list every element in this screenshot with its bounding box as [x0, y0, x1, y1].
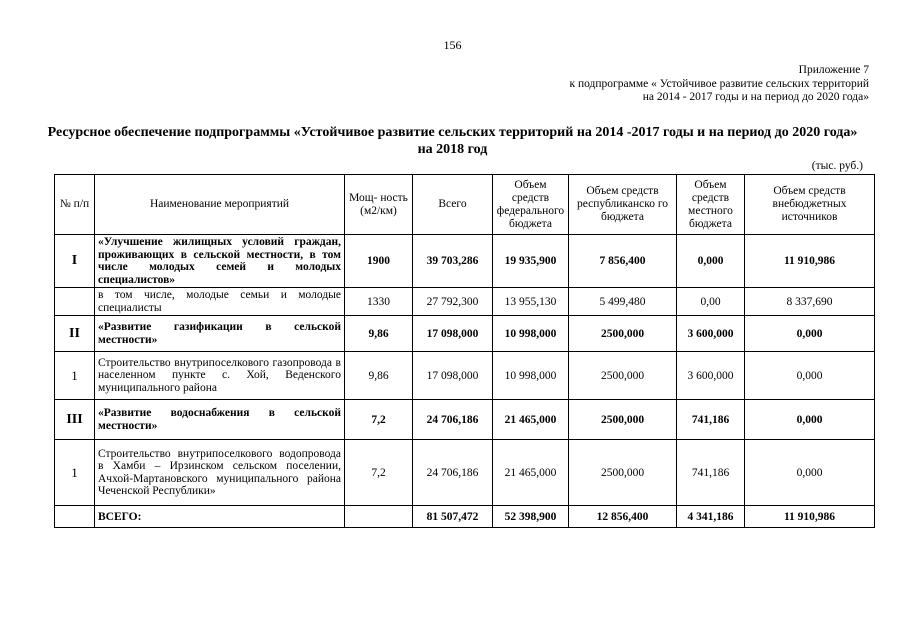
- cell-total: 17 098,000: [413, 352, 493, 400]
- cell-federal: 10 998,000: [493, 316, 569, 352]
- cell-power: 1330: [345, 288, 413, 316]
- cell-extra: 8 337,690: [745, 288, 875, 316]
- cell-num: 1: [55, 352, 95, 400]
- cell-local: 3 600,000: [677, 316, 745, 352]
- cell-republic: 2500,000: [569, 352, 677, 400]
- cell-local: 3 600,000: [677, 352, 745, 400]
- cell-num: [55, 288, 95, 316]
- cell-name: ВСЕГО:: [95, 506, 345, 528]
- cell-federal: 13 955,130: [493, 288, 569, 316]
- cell-num: [55, 506, 95, 528]
- table-row: [55, 316, 875, 352]
- cell-total: 17 098,000: [413, 316, 493, 352]
- cell-local: 741,186: [677, 400, 745, 440]
- cell-power: 9,86: [345, 316, 413, 352]
- header-num: № п/п: [55, 175, 95, 235]
- cell-name: Строительство внутрипоселкового газопровода в населенном пункте с. Хой, Веденского муниципального района: [95, 352, 345, 400]
- appendix-reference: [570, 64, 869, 105]
- header-name: Наименование мероприятий: [95, 175, 345, 235]
- cell-name: в том числе, молодые семьи и молодые специалисты: [95, 288, 345, 316]
- cell-federal: 21 465,000: [493, 400, 569, 440]
- cell-power: 7,2: [345, 440, 413, 506]
- header-republic: Объем средств республиканско го бюджета: [569, 175, 677, 235]
- appendix-line-3: на 2014 - 2017 годы и на период до 2020 года»: [642, 91, 869, 103]
- cell-local: 0,000: [677, 235, 745, 288]
- cell-local: 741,186: [677, 440, 745, 506]
- resource-table: [54, 174, 875, 528]
- table-row: [55, 352, 875, 400]
- cell-republic: 12 856,400: [569, 506, 677, 528]
- cell-local: 0,00: [677, 288, 745, 316]
- cell-extra: 0,000: [745, 316, 875, 352]
- cell-extra: 11 910,986: [745, 235, 875, 288]
- cell-extra: 0,000: [745, 440, 875, 506]
- cell-republic: 5 499,480: [569, 288, 677, 316]
- table-row: [55, 400, 875, 440]
- header-total: Всего: [413, 175, 493, 235]
- cell-federal: 52 398,900: [493, 506, 569, 528]
- cell-federal: 21 465,000: [493, 440, 569, 506]
- cell-name: Строительство внутрипоселкового водопровода в Хамби – Ирзинском сельском поселении, Ачхой-Мартановского муниципального района Чеченской Республики»: [95, 440, 345, 506]
- units-label: (тыс. руб.): [811, 160, 863, 172]
- cell-republic: 2500,000: [569, 400, 677, 440]
- cell-republic: 7 856,400: [569, 235, 677, 288]
- table-row-total: [55, 506, 875, 528]
- cell-power: 1900: [345, 235, 413, 288]
- table-header-row: [55, 175, 875, 235]
- cell-extra: 0,000: [745, 400, 875, 440]
- cell-power: 9,86: [345, 352, 413, 400]
- cell-federal: 10 998,000: [493, 352, 569, 400]
- cell-total: 24 706,186: [413, 440, 493, 506]
- cell-total: 24 706,186: [413, 400, 493, 440]
- cell-republic: 2500,000: [569, 440, 677, 506]
- cell-power: 7,2: [345, 400, 413, 440]
- page-number: 156: [443, 38, 462, 52]
- cell-power: [345, 506, 413, 528]
- cell-num: I: [55, 235, 95, 288]
- table-row: [55, 440, 875, 506]
- header-federal: Объем средств федерального бюджета: [493, 175, 569, 235]
- document-title: Ресурсное обеспечение подпрограммы «Устойчивое развитие сельских территорий на 2014 -2017 годы и на период до 2020 года» на 2018 год: [47, 125, 858, 157]
- header-extra: Объем средств внебюджетных источников: [745, 175, 875, 235]
- cell-name: «Развитие газификации в сельской местности»: [95, 316, 345, 352]
- cell-extra: 0,000: [745, 352, 875, 400]
- cell-num: 1: [55, 440, 95, 506]
- cell-name: «Улучшение жилищных условий граждан, проживающих в сельской местности, в том числе молодых семей и молодых специалистов»: [95, 235, 345, 288]
- appendix-line-2: к подпрограмме « Устойчивое развитие сельских территорий: [569, 77, 869, 90]
- table-row: [55, 288, 875, 316]
- cell-num: III: [55, 400, 95, 440]
- cell-extra: 11 910,986: [745, 506, 875, 528]
- cell-num: II: [55, 316, 95, 352]
- cell-federal: 19 935,900: [493, 235, 569, 288]
- cell-total: 39 703,286: [413, 235, 493, 288]
- cell-local: 4 341,186: [677, 506, 745, 528]
- header-power: Мощ- ность (м2/км): [345, 175, 413, 235]
- cell-total: 81 507,472: [413, 506, 493, 528]
- cell-republic: 2500,000: [569, 316, 677, 352]
- table-row: [55, 235, 875, 288]
- cell-total: 27 792,300: [413, 288, 493, 316]
- appendix-line-1: Приложение 7: [798, 64, 869, 76]
- header-local: Объем средств местного бюджета: [677, 175, 745, 235]
- cell-name: «Развитие водоснабжения в сельской местности»: [95, 400, 345, 440]
